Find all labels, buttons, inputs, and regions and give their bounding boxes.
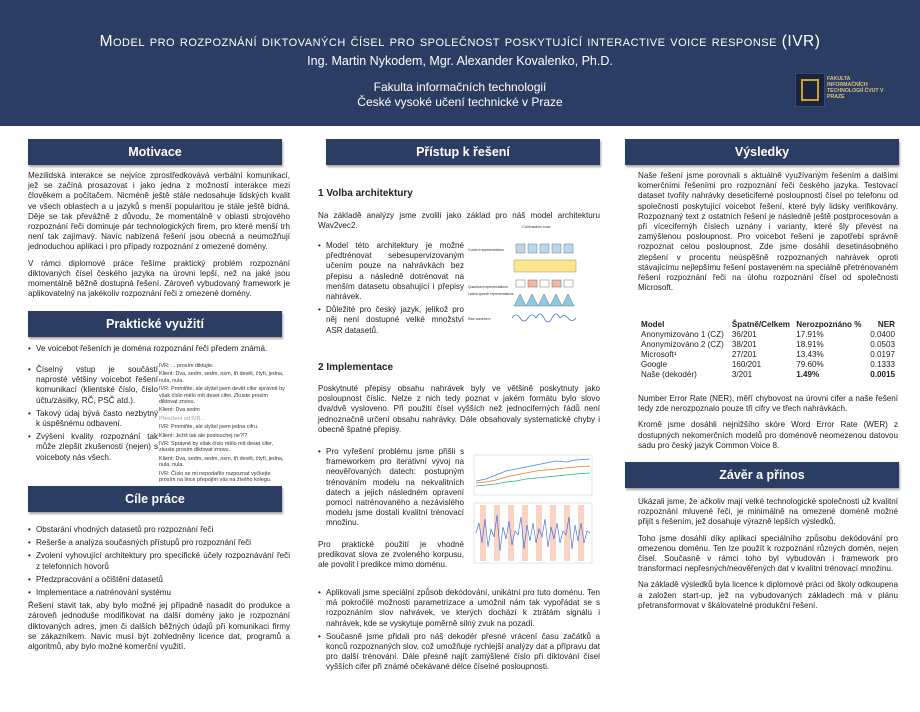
table-cell: Google — [641, 360, 668, 369]
latent-boxes — [516, 280, 573, 287]
plot-lower — [474, 503, 592, 563]
column-header: Model — [641, 320, 665, 329]
list-item: • Aplikovali jsme speciální způsob dekódování, unikátní pro tuto doménu. Ten má pokročilé možnosti parametrizace a umožnil nám tak vypořádat se s rozpoznáním slov nahrávek, ve kterých dochází k ztrátám signálu i nahrávek, kde se vyskytuje poměrně silný zvuk na pozadí. — [318, 588, 600, 629]
section-heading-vysledky: Výsledky — [625, 139, 899, 165]
list-item: • Rešerše a analýza současných přístupů pro rozpoznání řeči — [28, 538, 290, 548]
pristup-paragraph: Na základě analýzy jsme zvolili jako základ pro náš model architekturu Wav2vec2. — [318, 211, 600, 231]
section-heading-cile-prace: Cíle práce — [28, 486, 282, 512]
section-heading-prakticke-vyuziti: Praktické využití — [28, 311, 282, 337]
dialog-line: Klient: Dva, sedm, sedm, osm, tři devět, čtyři, jedna, nula, nula. — [159, 455, 284, 469]
subheading-volba-architektury: 1 Volba architektury — [318, 188, 413, 199]
transformer-block — [514, 260, 576, 272]
dialog-line: Klient: Ježiš tak ale poslouchej ne?!? — [159, 432, 248, 439]
table-cell: 0.0015 — [870, 370, 895, 379]
faculty-name: Fakulta informačních technologií — [373, 80, 547, 94]
column-header: Nerozpoznáno % — [796, 320, 862, 329]
dialog-line: IVR: Správně by však číslo mělo mít deset cifer, zkuste prosím diktovat znovu. — [159, 441, 274, 454]
zaver-paragraph: Toho jsme dosáhli díky aplikaci speciálního způsobu dekódování pro omezenou doménu. Ten lze použít k rozpoznání různých domén, nejen čísel. Současně v rámci toho byl vybudován i framework pro transformaci nepřesných/neověřených dat v kvalitní trénovací množinu. — [638, 533, 898, 574]
table-cell: Anonymizováno 2 (CZ) — [641, 340, 724, 349]
university-name: České vysoké učení technické v Praze — [357, 95, 563, 109]
list-item: • Implementace a natrénování systému — [28, 588, 290, 598]
motivace-text — [28, 171, 290, 305]
dialog-line: IVR: ... prosím diktujte. — [159, 363, 214, 369]
dialog-line: IVR: Číslo se mi nepodařilo rozpoznat vyčkejte prosím na lince přepojím vás na živého kolegu. — [159, 470, 272, 484]
label-raw-waveform: Raw waveform — [468, 317, 491, 321]
table-cell: 160/201 — [731, 360, 762, 369]
vysledky-paragraph: Kromě jsme dosáhli nejnižšího skóre Word Error Rate (WER) z dostupných nekomerčních modelů pro doménově neomezenou datovou sadu pro český jazyk Common Voice 8. — [638, 420, 898, 450]
table-cell: 27/201 — [731, 350, 757, 359]
cnn-triangles — [514, 294, 574, 306]
list-item: • Důležité pro český jazyk, jelikož pro něj není dostupné velké množství ASR datasetů. — [318, 305, 464, 336]
table-cell: 3/201 — [731, 370, 753, 379]
table-cell: 0.1333 — [870, 360, 895, 369]
table-row — [641, 340, 897, 350]
table-cell: 38/201 — [731, 340, 757, 349]
table-cell: 0.0197 — [870, 350, 895, 359]
logo-mark-icon — [795, 73, 825, 107]
vysledky-text-2 — [638, 394, 898, 457]
poster-header — [0, 0, 920, 126]
poster-title: Model pro rozpoznání diktovaných čísel pro společnost poskytující interactive voice response (IVR) — [99, 33, 821, 50]
list-item: • Zvýšení kvality rozpoznání tak může zlepšit zkušenosti (nejen) s voiceboty nás všech. — [28, 432, 158, 463]
list-item: • Současně jsme přidali pro náš dekodér přesné vrácení času začátků a konců rozpoznaných slov, což umožňuje rychlejší analýzy dat a přípravu dat pro další trénování. Dále přesně najít zamýšlené číslo při diktování čísel vyšších cifer při známé očekávané délce číselné posloupnosti. — [318, 632, 600, 673]
table-row — [641, 350, 897, 360]
authors: Ing. Martin Nykodem, Mgr. Alexander Kovalenko, Ph.D. — [307, 54, 613, 68]
plot-upper — [474, 455, 592, 495]
table-cell: 1.49% — [796, 370, 820, 379]
implementace-bullets-2 — [318, 588, 600, 676]
label-context: Context representations — [468, 248, 504, 252]
label-quantized: Quantized representations — [468, 285, 508, 289]
vysledky-paragraph: Naše řešení jsme porovnali s aktuálně využívaným řešením a dalšími komerčními řešeními pro rozpoznání řeči českého jazyka. Testovací dataset tvořily nahrávky deseticiferné posloupnosti čísel po telefonu od společnosti poskytující voicebot řešení, které byly lidsky verifikovány. Rozpoznaný text z ostatních řešení je následně ještě postprocesován a při vícecifernýh číslech uznány i varianty, které šly převést na zamýšlenou posloupnost. Pro voicebot řešení je zapotřebí správně rozpoznat celou posloupnost. Zde jsme dosáhli desetinásobného zlepšení v procentu neúspěšně rozpoznaných nahrávek oproti stávajícímu nejlepšímu řešení postaveném na speciálně přetrénovaném řešení rozpoznání řeči na úlohu rozpoznání čísel od společnosti Microsoft. — [638, 171, 898, 293]
list-item: • Pro vyřešení problému jsme přišli s frameworkem pro iterativní vývoj na neověřovaných datech: postupným trénováním modelu na nekvalitních datech a jejich následném opravení pomocí natrénovaného a nezávislého modelu jsme dostali kvalitní trénovací množinu. — [318, 447, 464, 529]
cile-text — [28, 525, 290, 658]
cile-paragraph: Řešení stavit tak, aby bylo možné jej případně nasadit do produkce a zároveň jednoduše modifikovat na další domény jako je rozpoznání diktovaných adres, jmen či dalších běžných údajů při komunikaci firmy se zákazníkem. Navíc musí být zohledněny licence dat, programů a algoritmů, aby bylo možné komerční využití. — [28, 601, 290, 652]
table-cell: 17.91% — [796, 330, 824, 339]
table-cell: 0.0503 — [870, 340, 895, 349]
dialog-line: IVR: Promiňte, ale slyšel jsem jedna cifru. — [159, 424, 259, 431]
list-item: • Předzpracování a očištění datasetů — [28, 575, 290, 585]
list-item: • Číselný vstup je součástí naprosté většiny voicebot řešení komunikací (klientské číslo, číslo účtu/zásilky, RČ, PSČ atd.). — [28, 365, 158, 406]
table-cell: 0.0400 — [870, 330, 895, 339]
list-item: • Zvolení vyhovující architektury pro specifické účely rozpoznávání řeči z telefonních hovorů — [28, 551, 290, 571]
list-item: • Takový údaj bývá často nezbytný k úspěšnému odbavení. — [28, 409, 158, 429]
label-latent: Latent speech representations — [468, 292, 514, 296]
affiliation — [0, 80, 920, 110]
column-header: NER — [877, 320, 895, 329]
table-cell: 18.91% — [796, 340, 824, 349]
dialog-line: Klient: Dva sedm — [159, 407, 200, 414]
table-cell: 13.43% — [796, 350, 824, 359]
list-item: • Ve voicebot řešeních je doména rozpoznání řeči předem známá. — [28, 344, 290, 354]
implementace-paragraph: Poskytnuté přepisy obsahu nahrávek byly ve většině poskytnuty jako posloupnost číslic. Nelze z nich tedy poznat v jakém formátu bylo slovo dva/dvě vysloveno. Při použití čísel vyšších než jednociferných řádů není jednoznačně určení obsahu nahrávky. Dále obsahovaly systematické chyby i obecně špatné přepisy. — [318, 384, 600, 434]
motivace-paragraph: V rámci diplomové práce řešíme praktický problém rozpoznání diktovaných čísel českého jazyka na úrovni lepší, než na jaké jsou momentálně běžně dostupná řešení. Zároveň vybudovaný framework je aplikovatelný na jakékoliv rozpoznání řeči z omezené domény. — [28, 258, 290, 299]
wav2vec2-architecture-diagram — [466, 218, 596, 328]
prakticke-text — [28, 344, 290, 357]
motivace-paragraph: Mezilidská interakce se nejvíce zprostředkovává verbální komunikací, jež se začíná prosazovat i jako jedna z možností interakce mezi člověkem a počítačem. Nicméně ještě stále nedosahuje lidských kvalit ve všech oblastech a u jazyků s menší popularitou je stále ještě bídná. Děje se tak převážně z důvodu, že momentálně v oblasti strojového rozpoznání řeči dominuje pár technologických firem, pro které menší trh není tak zajímavý. Navíc nabízená řešení jsou obecná a neumožňují jednoduchou aplikaci i pro případy rozpoznání z omezené domény. — [28, 171, 290, 252]
table-header-row — [641, 320, 897, 330]
implementace-bullets-1 — [318, 447, 464, 532]
vysledky-paragraph: Number Error Rate (NER), měří chybovost na úrovni cifer a naše řešení tedy zde nerozpoznalo pouze tři cifry ve třech nahrávkách. — [638, 394, 898, 414]
table-row — [641, 370, 897, 380]
dialog-line: IVR: Promiňte, ale slyšel jsem devět cifer správně by však číslo mělo mít deset cifer. Zkuste prosím diktovat znovu. — [159, 386, 285, 406]
results-table — [641, 320, 897, 380]
waveform-line — [512, 314, 576, 322]
column-header: Špatně/Celkem — [731, 320, 790, 329]
subheading-implementace: 2 Implementace — [318, 362, 394, 373]
table-cell: Naše (dekodér) — [641, 370, 697, 379]
fit-logo — [795, 73, 885, 105]
section-heading-motivace: Motivace — [28, 139, 282, 165]
zaver-paragraph: Ukázali jsme, že ačkoliv mají velké technologické společnosti už kvalitní rozpoznání mluvené řeči, je minimálně na omezené doméně možné přijít s řešením, jež dosahuje výrazně lepších výsledků. — [638, 497, 898, 527]
logo-text: FAKULTA INFORMAČNÍCH TECHNOLOGIÍ ČVUT V PRAZE — [827, 76, 884, 100]
table-cell: Microsoft¹ — [641, 350, 677, 359]
pristup-bullets-1 — [318, 241, 464, 339]
table-cell: 36/201 — [731, 330, 757, 339]
ivr-dialog-example — [159, 363, 287, 486]
table-row — [641, 330, 897, 340]
context-boxes — [516, 244, 573, 253]
waveform-plots — [466, 453, 596, 567]
dialog-line: Přerušení od IVR... — [159, 415, 205, 422]
section-heading-pristup: Přístup k řešení — [326, 139, 600, 165]
table-cell: 79.60% — [796, 360, 824, 369]
list-item: • Obstarání vhodných datasetů pro rozpoznání řeči — [28, 525, 290, 535]
prakticke-bullets — [28, 365, 158, 466]
label-contrastive-loss: Contrastive loss — [522, 224, 551, 229]
implementace-paragraph-2: Pro praktické použití je vhodné predikovat slova ze zvoleného korpusu, ale povolit i predikce mimo doménu. — [318, 540, 464, 570]
zaver-paragraph: Na základě výsledků byla licence k diplomové práci od školy odkoupena a založen start-up, jež na vybudovaných základech má v plánu přetransformovat v škálovatelné produkční řešení. — [638, 580, 898, 610]
table-cell: Anonymizováno 1 (CZ) — [641, 330, 724, 339]
table-row — [641, 360, 897, 370]
dialog-line: Klient: Dva, sedm, sedm, osm, tři devět, čtyři, jedna, nula, nula. — [159, 371, 284, 384]
zaver-text — [638, 497, 898, 617]
list-item: • Model této architektury je možné předtrénovat sebesupervizovaným učením pouze na nahrávkách bez přepisu a následně dotrénovat na menším datasetu obsahující i přepisy nahrávek. — [318, 241, 464, 302]
section-heading-zaver: Závěr a přínos — [625, 462, 899, 488]
